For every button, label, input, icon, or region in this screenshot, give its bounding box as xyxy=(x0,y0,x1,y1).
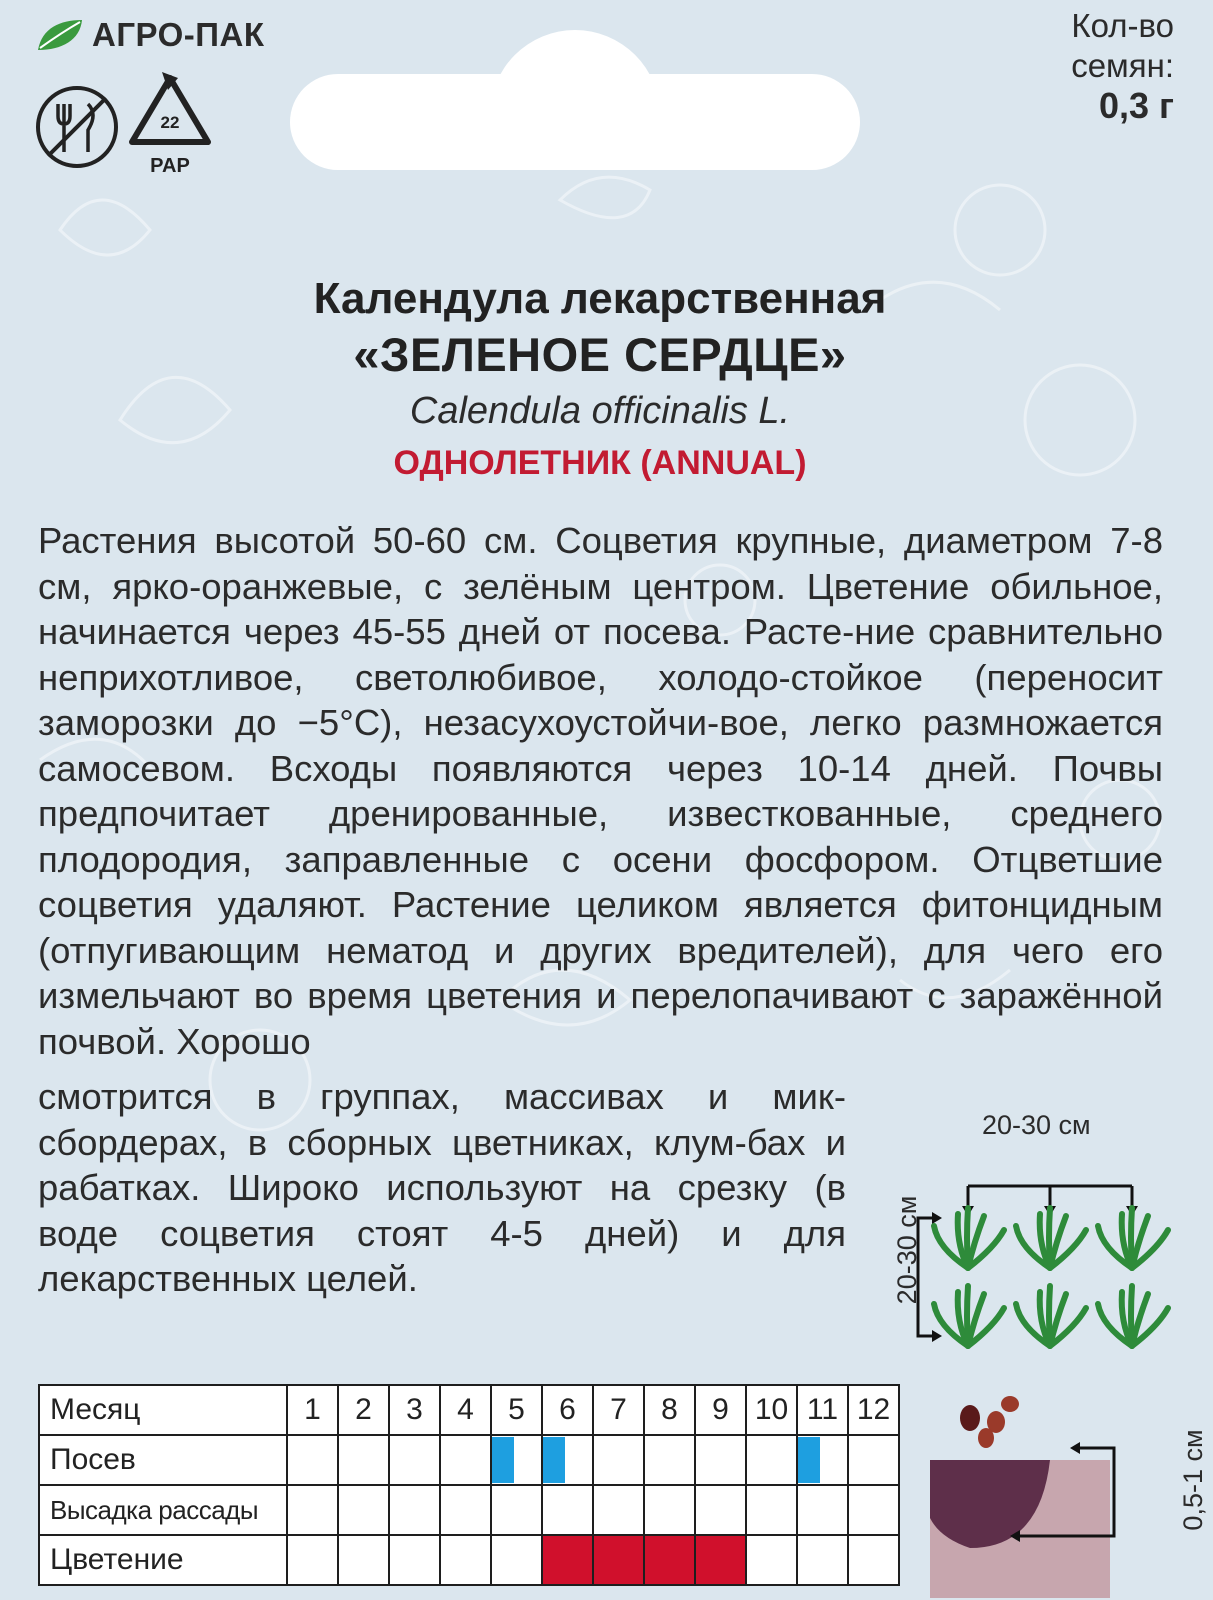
calendar-header-row xyxy=(39,1385,899,1435)
calendar-cell xyxy=(287,1485,338,1535)
bloom-mark xyxy=(594,1536,643,1584)
month-header-cell: 6 xyxy=(542,1385,593,1435)
calendar-cell xyxy=(440,1535,491,1585)
bloom-mark xyxy=(696,1536,745,1584)
recycle-icon xyxy=(122,70,218,182)
calendar-cell xyxy=(797,1485,848,1535)
calendar-cell xyxy=(644,1435,695,1485)
quantity-value: 0,3 г xyxy=(1098,85,1174,126)
calendar-cell xyxy=(695,1435,746,1485)
month-header-cell: 8 xyxy=(644,1385,695,1435)
calendar-cell xyxy=(287,1535,338,1585)
seedling-icon xyxy=(1098,1286,1168,1346)
calendar-cell xyxy=(338,1535,389,1585)
calendar-cell xyxy=(389,1435,440,1485)
calendar-cell xyxy=(287,1435,338,1485)
calendar-cell xyxy=(644,1535,695,1585)
month-header-cell: 11 xyxy=(797,1385,848,1435)
variety-name: «ЗЕЛЕНОЕ СЕРДЦЕ» xyxy=(353,328,847,381)
seedling-icon xyxy=(1098,1208,1168,1268)
calendar-cell xyxy=(695,1535,746,1585)
brand-logo xyxy=(36,12,264,58)
calendar-cell xyxy=(797,1435,848,1485)
product-title: Календула лекарственная xyxy=(313,274,887,323)
calendar-cell xyxy=(848,1535,899,1585)
calendar-row xyxy=(39,1435,899,1485)
calendar-cell xyxy=(338,1435,389,1485)
hang-hole-window xyxy=(290,74,860,170)
spacing-vertical-label: 20-30 см xyxy=(892,1195,922,1305)
sowing-mark xyxy=(543,1437,565,1483)
calendar-cell xyxy=(338,1485,389,1535)
month-header-cell: 1 xyxy=(287,1385,338,1435)
calendar-cell xyxy=(491,1485,542,1535)
calendar-cell xyxy=(389,1535,440,1585)
bloom-mark xyxy=(543,1536,592,1584)
calendar-cell xyxy=(542,1485,593,1535)
calendar-header-label: Месяц xyxy=(39,1385,287,1435)
month-header-cell: 5 xyxy=(491,1385,542,1435)
calendar-cell xyxy=(593,1435,644,1485)
calendar-cell xyxy=(746,1485,797,1535)
recycle-code: 22 xyxy=(160,113,180,132)
sowing-depth-label: 0,5-1 см xyxy=(1178,1429,1208,1531)
quantity-label-line2: семян: xyxy=(1071,47,1174,84)
description-side: смотрится в группах, массивах и мик-сбордерах, в сборных цветниках, клум-бах и рабатках. Широко используют на срезку (в воде соцветия стоят 4-5 дней) и для лекарственных целей. xyxy=(38,1076,846,1299)
seed-quantity xyxy=(1071,6,1174,126)
month-header-cell: 7 xyxy=(593,1385,644,1435)
seedling-icon xyxy=(1016,1208,1086,1268)
seedling-icon xyxy=(934,1286,1004,1346)
calendar-cell xyxy=(593,1485,644,1535)
calendar-row-label: Посев xyxy=(39,1435,287,1485)
calendar-row-label: Высадка рассады xyxy=(39,1485,287,1535)
calendar-cell xyxy=(695,1485,746,1535)
seedling-icon xyxy=(934,1208,1004,1268)
spacing-horizontal-label: 20-30 см xyxy=(982,1110,1091,1140)
seedling-grid xyxy=(934,1208,1168,1346)
sowing-calendar xyxy=(38,1384,900,1586)
recycle-label: PAP xyxy=(150,155,190,177)
calendar-cell xyxy=(542,1435,593,1485)
month-header-cell: 10 xyxy=(746,1385,797,1435)
planting-scheme-diagram xyxy=(920,1178,1182,1368)
month-header-cell: 2 xyxy=(338,1385,389,1435)
month-header-cell: 4 xyxy=(440,1385,491,1435)
lifecycle-label: ОДНОЛЕТНИК (ANNUAL) xyxy=(393,444,807,482)
calendar-cell xyxy=(542,1535,593,1585)
calendar-cell xyxy=(440,1435,491,1485)
brand-name: АГРО-ПАК xyxy=(92,16,265,53)
quantity-label-line1: Кол-во xyxy=(1071,7,1174,44)
sowing-mark xyxy=(492,1437,514,1483)
calendar-cell xyxy=(593,1535,644,1585)
calendar-cell xyxy=(746,1535,797,1585)
seeds xyxy=(960,1396,1019,1448)
title-block xyxy=(0,272,1200,488)
calendar-row xyxy=(39,1485,899,1535)
calendar-cell xyxy=(491,1535,542,1585)
calendar-row-label: Цветение xyxy=(39,1535,287,1585)
latin-name: Calendula officinalis L. xyxy=(409,390,791,432)
not-food-safe-icon xyxy=(34,84,120,170)
calendar-cell xyxy=(491,1435,542,1485)
calendar-cell xyxy=(746,1435,797,1485)
sowing-depth-diagram xyxy=(930,1398,1130,1598)
calendar-cell xyxy=(848,1485,899,1535)
seedling-icon xyxy=(1016,1286,1086,1346)
month-header-cell: 9 xyxy=(695,1385,746,1435)
calendar-cell xyxy=(440,1485,491,1535)
calendar-cell xyxy=(797,1535,848,1585)
calendar-body xyxy=(39,1385,899,1585)
leaf-icon xyxy=(36,18,84,52)
month-header-cell: 3 xyxy=(389,1385,440,1435)
sowing-mark xyxy=(798,1437,820,1483)
month-header-cell: 12 xyxy=(848,1385,899,1435)
description-main: Растения высотой 50-60 см. Соцветия крупные, диаметром 7-8 см, ярко-оранжевые, с зелёным центром. Цветение обильное, начинается через 45-55 дней от посева. Расте-ние сравнительно неприхотливое, светолюбивое, холодо-стойкое (переносит заморозки до −5°С), незасухоустойчи-вое, легко размножается самосевом. Всходы появляются через 10-14 дней. Почвы предпочитает дренированные, известкованные, среднего плодородия, заправленные с осени фосфором. Отцветшие соцветия удаляют. Растение целиком является фитонцидным (отпугивающим нематод и других вредителей), для чего его измельчают во время цветения и перелопачивают с заражённой почвой. Хорошо xyxy=(38,520,1163,1062)
calendar-cell xyxy=(848,1435,899,1485)
calendar-row xyxy=(39,1535,899,1585)
calendar-cell xyxy=(644,1485,695,1535)
calendar-cell xyxy=(389,1485,440,1535)
bloom-mark xyxy=(645,1536,694,1584)
